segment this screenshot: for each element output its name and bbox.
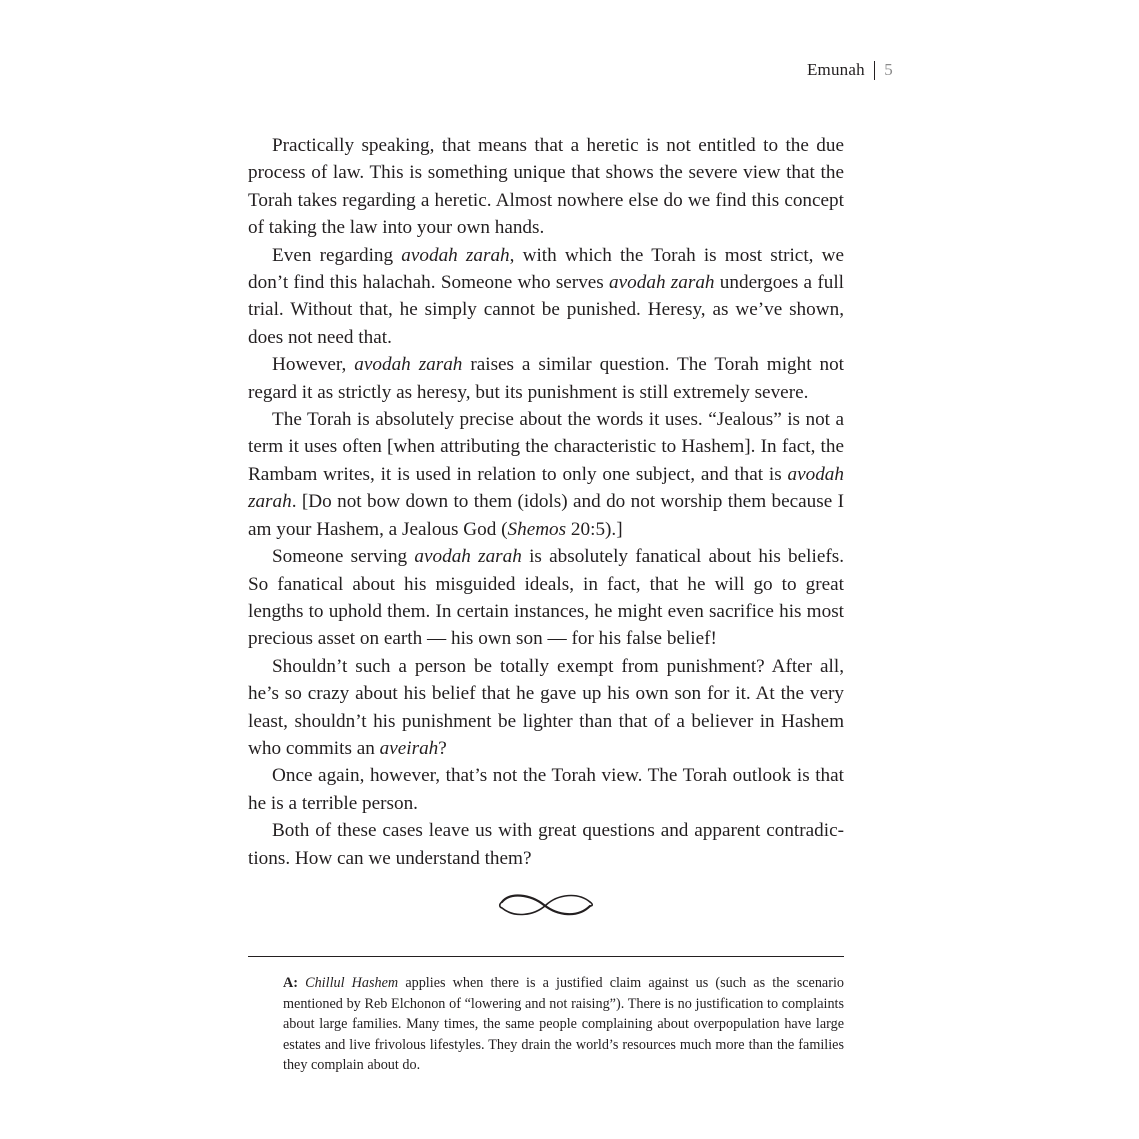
italic-term: aveirah [379, 737, 439, 759]
text-run: However, [272, 354, 355, 376]
flourish-ornament-icon [496, 888, 596, 922]
text-run: The Torah is absolutely precise about the words it uses. “Jealous” is not a term it uses often [when attributing the characteristic to Hashem]. In fact, the Rambam writes, it is used in relation to only one subject, and that is [248, 409, 844, 485]
text-run: raises a similar question. The Torah might not regard it as strictly as heresy, but its punishment is still extremely severe. [248, 354, 844, 403]
text-run: 20:5).] [566, 518, 623, 540]
text-run: is absolutely fanatical about his beliefs. So fanatical about his misguided ideals, in fact, that he will go to great lengths to uphold them. In certain instances, he might even sacrifice his most precious asset on earth — his own son — for his false belief! [248, 546, 844, 650]
text-run: . [Do not bow down to them (idols) and do not worship them because I am your Hashem, a Jealous God ( [248, 491, 844, 540]
body-paragraph [248, 543, 844, 653]
text-run: Once again, however, that’s not the Torah view. The Torah outlook is that he is a terrible person. [248, 765, 844, 814]
italic-term: avodah zarah [354, 354, 463, 376]
running-head [807, 60, 893, 80]
footnote-text [283, 975, 844, 1073]
running-head-separator [874, 61, 876, 80]
body-paragraph [248, 817, 844, 872]
italic-term: avodah zarah [609, 272, 715, 294]
text-run: Someone serving [272, 546, 415, 568]
running-head-title: Emunah [806, 60, 865, 79]
text-run: , with which the Torah is most strict, we don’t find this halachah. Someone who serves [248, 244, 844, 294]
italic-term: Shemos [507, 518, 567, 540]
text-run: Shouldn’t such a person be totally exempt from punishment? After all, he’s so crazy about his belief that he gave up his own son for it. At the very least, shouldn’t his punishment be lighter than that of a believer in Hashem who commits an [248, 655, 844, 759]
text-run: Practically speaking, that means that a heretic is not entitled to the due process of law. This is something unique that shows the severe view that the Torah takes regarding a heretic. Almost nowhere else do we find this concept of taking the law into your own hands. [248, 135, 844, 239]
body-text [248, 132, 844, 872]
body-paragraph [248, 406, 844, 543]
text-run: Both of these cases leave us with great questions and apparent contradictions. How can we understand them? [248, 820, 844, 869]
text-run: applies when there is a justified claim against us (such as the scenario mentioned by Reb Elchonon of “lowering and not raising”). There is no justification to complaints about large families. Many times, the same people complaining about overpopulation have large estates and live frivolous lifestyles. They drain the world’s resources much more than the families they complain about do. [283, 975, 844, 1074]
italic-term: avodah zarah [401, 244, 510, 266]
text-run: ? [438, 737, 447, 759]
body-paragraph [248, 762, 844, 817]
footnote-divider [248, 956, 844, 957]
italic-term: avodah zarah [248, 463, 844, 513]
body-paragraph [248, 351, 844, 406]
page-number: 5 [884, 60, 893, 79]
body-paragraph [248, 132, 844, 242]
body-paragraph [248, 242, 844, 352]
italic-term: avodah zarah [414, 546, 522, 568]
text-run: Even regarding [272, 244, 402, 266]
body-paragraph [248, 653, 844, 763]
italic-term: Chillul Hashem [305, 975, 399, 991]
footnote [283, 973, 844, 1076]
text-run: undergoes a full trial. Without that, he simply cannot be punished. Heresy, as we’ve shown, does not need that. [248, 272, 844, 348]
footnote-label: A: [283, 975, 298, 991]
